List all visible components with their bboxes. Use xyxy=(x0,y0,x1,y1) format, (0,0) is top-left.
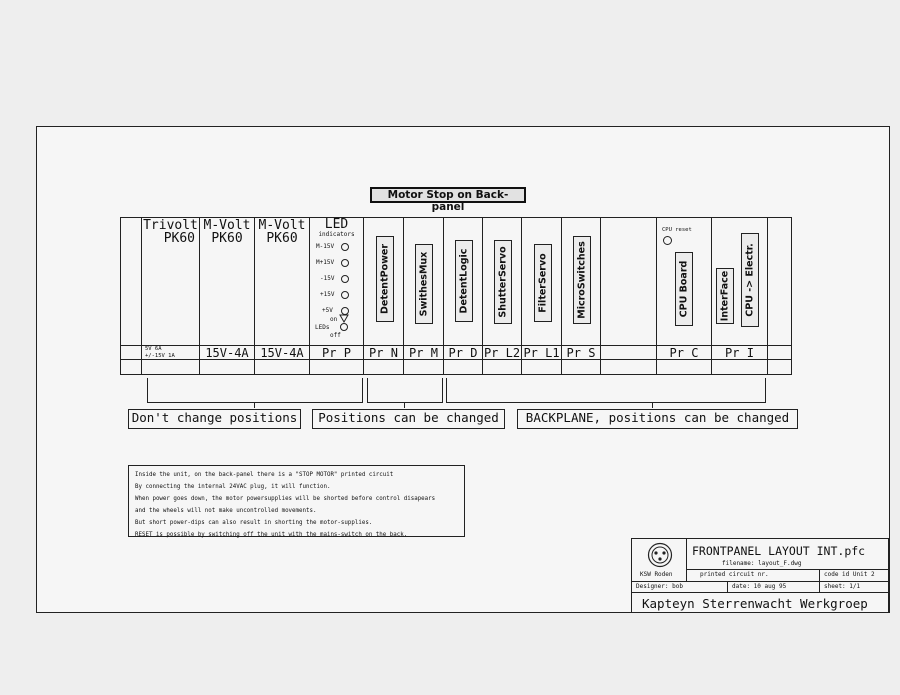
title-block-printed-circuit: printed circuit nr. xyxy=(700,571,769,578)
title-block-organization: Kapteyn Sterrenwacht Werkgroep xyxy=(642,596,868,611)
led-label-pos15v: +15V xyxy=(320,291,335,298)
psu-mvolt-2 xyxy=(255,219,309,245)
module-detentlogic: DetentLogic xyxy=(455,240,473,322)
led-switch-on-label: on xyxy=(330,316,338,323)
module-cpu-board-position: Pr C xyxy=(669,346,699,360)
led-panel xyxy=(310,218,363,345)
led-m+15v-indicator xyxy=(341,259,349,267)
title-block xyxy=(631,538,889,613)
title-block-sheet: sheet: 1/1 xyxy=(824,583,861,590)
title-block-drawing-title: FRONTPANEL LAYOUT INT.pfc xyxy=(692,544,866,558)
notes-box xyxy=(128,465,465,537)
psu-mvolt-2-model: PK60 xyxy=(266,231,298,246)
led-neg15v-indicator xyxy=(341,275,349,283)
group-bracket-changeable-stem xyxy=(404,402,405,408)
note-line: and the wheels will not make uncontrolled movements. xyxy=(135,508,317,514)
psu-mvolt-1 xyxy=(200,219,254,245)
ksw-logo-icon xyxy=(647,542,673,568)
module-interface: InterFace xyxy=(716,268,734,324)
note-line: But short power-dips can also result in shorting the motor-supplies. xyxy=(135,520,373,526)
psu-trivolt-model: PK60 xyxy=(163,231,195,246)
psu-trivolt-rating: 5V 6A +/-15V 1A xyxy=(145,346,175,359)
psu-trivolt xyxy=(142,219,199,245)
led-switch-leds-label: LEDs xyxy=(315,324,330,331)
psu-mvolt-2-name: M-Volt xyxy=(258,218,306,233)
led-label-m-15v: M-15V xyxy=(316,243,335,250)
module-detentpower-position: Pr N xyxy=(369,346,398,360)
group-bracket-backplane xyxy=(446,378,766,403)
module-shutterservo: ShutterServo xyxy=(494,240,512,324)
title-block-divider xyxy=(819,581,820,592)
psu-mvolt-1-name: M-Volt xyxy=(203,218,251,233)
module-shutterservo-position: Pr L2 xyxy=(483,346,521,360)
led-switch-off-label: off xyxy=(330,332,341,339)
psu-mvolt-1-model: PK60 xyxy=(211,231,243,246)
group-bracket-fixed-stem xyxy=(254,402,255,408)
led-pos15v-indicator xyxy=(341,291,349,299)
module-interface-position: Pr I xyxy=(725,346,754,360)
led-panel-title: LED xyxy=(324,217,349,232)
note-line: Inside the unit, on the back-panel there is a "STOP MOTOR" printed circuit xyxy=(135,472,394,478)
led-label-neg15v: -15V xyxy=(320,275,335,282)
led-panel-position: Pr P xyxy=(322,346,351,360)
psu-mvolt-2-rating: 15V-4A xyxy=(260,346,304,360)
psu-mvolt-1-rating: 15V-4A xyxy=(205,346,249,360)
note-line: By connecting the internal 24VAC plug, it will function. xyxy=(135,484,331,490)
module-filterservo-position: Pr L1 xyxy=(523,346,560,360)
module-cpu-board: CPU Board xyxy=(675,252,693,326)
cpu-reset-label: CPU reset xyxy=(662,227,692,233)
module-detentpower: DetentPower xyxy=(376,236,394,322)
group-bracket-fixed xyxy=(147,378,363,403)
rack-divider xyxy=(767,217,768,374)
note-line: When power goes down, the motor powersupplies will be shorted before control disapears xyxy=(135,496,436,502)
title-block-divider xyxy=(819,569,820,581)
group-label-changeable: Positions can be changed xyxy=(312,409,505,429)
led-toggle-switch-icon xyxy=(339,314,349,332)
led-m-15v-indicator xyxy=(341,243,349,251)
led-panel-subtitle: indicators xyxy=(318,231,355,238)
module-cpu-electr: CPU -> Electr. xyxy=(741,233,759,327)
title-block-designer: Designer: bob xyxy=(636,583,683,590)
module-detentlogic-position: Pr D xyxy=(448,346,478,360)
diagram-title: Motor Stop on Back-panel xyxy=(370,187,526,203)
module-swithesmux-position: Pr M xyxy=(409,346,438,360)
cpu-reset-indicator xyxy=(663,236,672,245)
title-block-code-id: code id Unit 2 xyxy=(824,571,875,578)
title-block-date: date: 10 aug 95 xyxy=(732,583,787,590)
title-block-line xyxy=(632,581,889,582)
module-microswitches-position: Pr S xyxy=(566,346,596,360)
led-label-5v: +5V xyxy=(322,307,333,314)
group-label-backplane: BACKPLANE, positions can be changed xyxy=(517,409,798,429)
group-bracket-backplane-stem xyxy=(652,402,653,408)
title-block-filename: filename: layout_F.dwg xyxy=(722,560,802,567)
title-block-divider xyxy=(727,581,728,592)
title-block-org-short: KSW Roden xyxy=(640,571,673,578)
psu-trivolt-name: Trivolt xyxy=(143,218,198,233)
rack-divider xyxy=(600,217,601,374)
module-filterservo: FilterServo xyxy=(534,244,552,322)
title-block-line xyxy=(686,569,889,570)
title-block-logo-divider xyxy=(686,539,687,581)
module-microswitches: MicroSwitches xyxy=(573,236,591,324)
module-swithesmux: SwithesMux xyxy=(415,244,433,324)
group-label-fixed: Don't change positions xyxy=(128,409,301,429)
led-label-m+15v: M+15V xyxy=(316,259,335,266)
group-bracket-changeable xyxy=(367,378,443,403)
note-line: RESET is possible by switching off the unit with the mains-switch on the back. xyxy=(135,532,408,538)
title-block-line xyxy=(632,592,889,593)
